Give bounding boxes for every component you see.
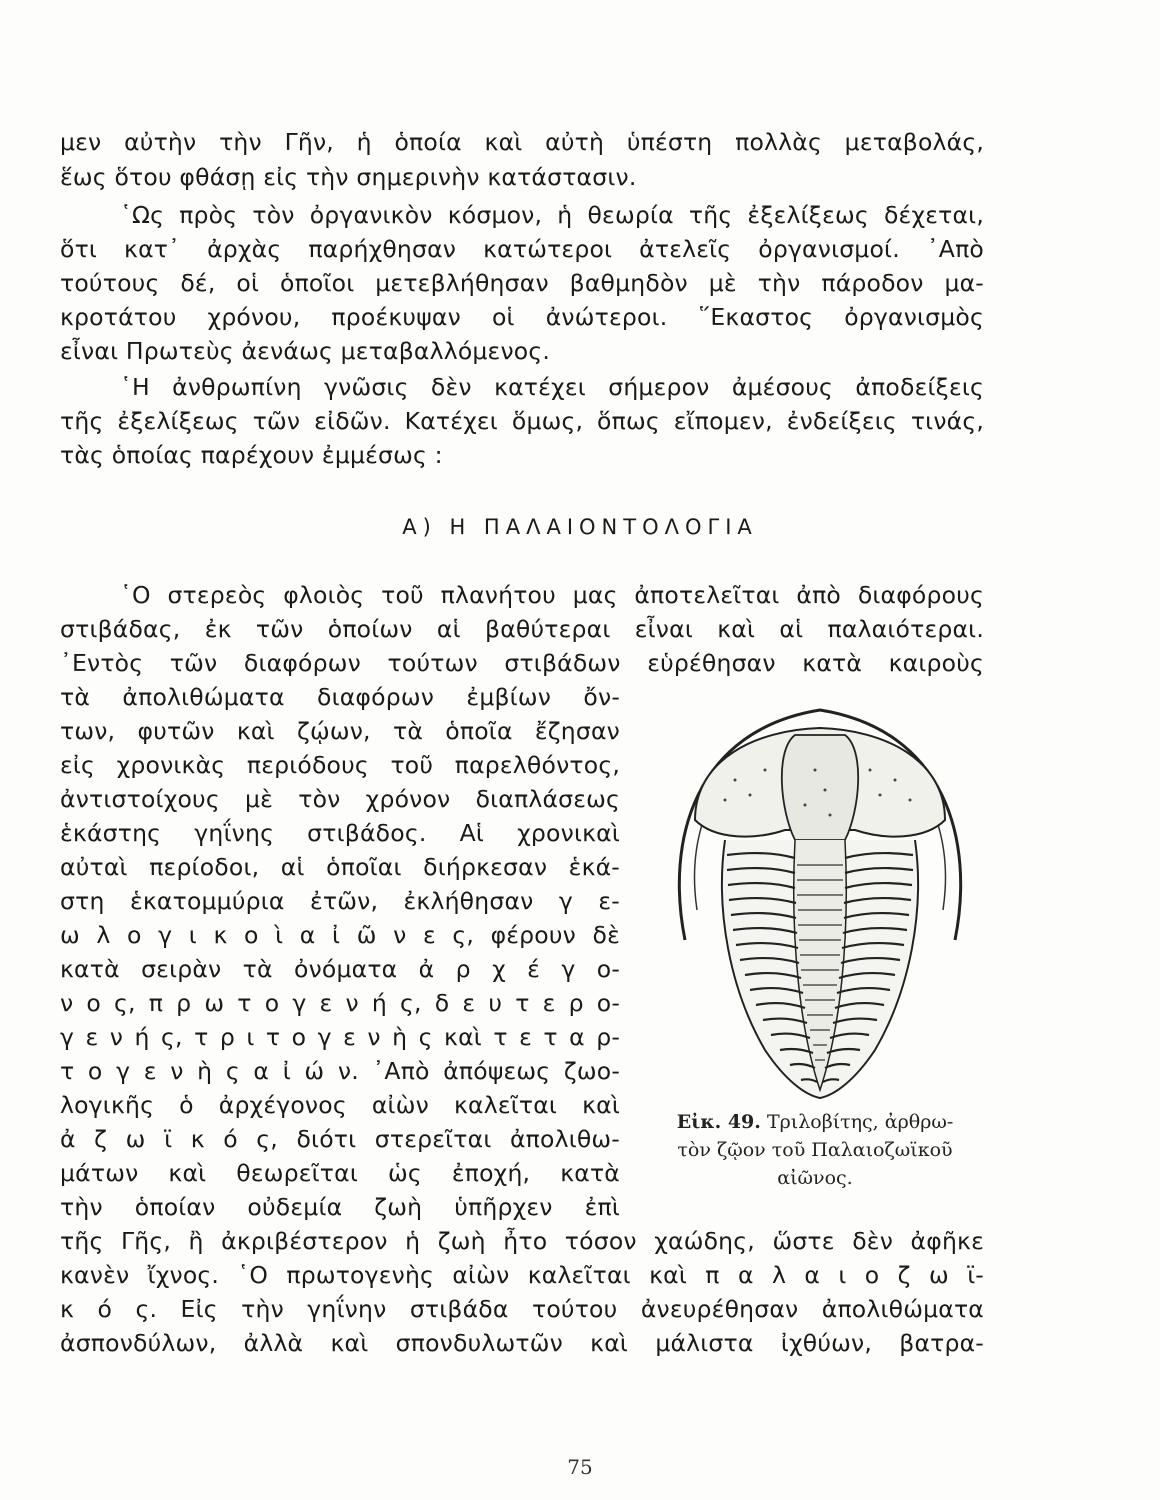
text-line: κανὲν ἴχνος. ῾Ο πρωτογενὴς αἰὼν καλεῖται καὶ π α λ α ι ο ζ ω ϊ- xyxy=(60,1261,984,1289)
text-line: μάτων καὶ θεωρεῖται ὡς ἐποχή, κατὰ xyxy=(60,1159,620,1187)
text-line: στιβάδας, ἐκ τῶν ὁποίων αἱ βαθύτεραι εἶναι καὶ αἱ παλαιότεραι. xyxy=(60,615,984,643)
text-line: ἑκάστης γηΐνης στιβάδος. Αἱ χρονικαὶ xyxy=(60,819,620,847)
text-line: στη ἑκατομμύρια ἐτῶν, ἐκλήθησαν γ ε- xyxy=(60,887,620,915)
text-line: μεν αὐτὴν τὴν Γῆν, ἡ ὁποία καὶ αὐτὴ ὑπέστη πολλὰς μεταβολάς, xyxy=(60,128,984,156)
text-line: των, φυτῶν καὶ ζῴων, τὰ ὁποῖα ἔζησαν xyxy=(60,717,620,745)
text-line: ν ο ς, π ρ ω τ ο γ ε ν ή ς, δ ε υ τ ε ρ ο- xyxy=(60,989,620,1017)
text-line: εἰς χρονικὰς περιόδους τοῦ παρελθόντος, xyxy=(60,751,620,779)
text-line: τὰς ὁποίας παρέχουν ἐμμέσως : xyxy=(60,441,443,469)
text-line: ῾Ως πρὸς τὸν ὀργανικὸν κόσμον, ἡ θεωρία τῆς ἐξελίξεως δέχεται, xyxy=(120,201,984,229)
text-line: τὰ ἀπολιθώματα διαφόρων ἐμβίων ὄν- xyxy=(60,683,620,711)
text-line: ᾿Εντὸς τῶν διαφόρων τούτων στιβάδων εὑρέθησαν κατὰ καιροὺς xyxy=(60,649,984,677)
text-line: ἀ ζ ω ϊ κ ό ς, διότι στερεῖται ἀπολιθω- xyxy=(60,1125,620,1153)
text-line: ῾Ο στερεὸς φλοιὸς τοῦ πλανήτου μας ἀποτελεῖται ἀπὸ διαφόρους xyxy=(120,581,984,609)
text-line: ὅτι κατ᾽ ἀρχὰς παρήχθησαν κατώτεροι ἀτελεῖς ὀργανισμοί. ᾿Απὸ xyxy=(60,235,984,263)
text-line: κ ό ς. Εἰς τὴν γηΐνην στιβάδα τούτου ἀνευρέθησαν ἀπολιθώματα xyxy=(60,1295,984,1323)
text-line: αὐταὶ περίοδοι, αἱ ὁποῖαι διήρκεσαν ἑκά- xyxy=(60,853,620,881)
text-line: κατὰ σειρὰν τὰ ὀνόματα ἀ ρ χ έ γ ο- xyxy=(60,955,620,983)
text-line: ἀντιστοίχους μὲ τὸν χρόνον διαπλάσεως xyxy=(60,785,620,813)
text-line: ἀσπονδύλων, ἀλλὰ καὶ σπονδυλωτῶν καὶ μάλιστα ἰχθύων, βατρα- xyxy=(60,1329,984,1357)
caption-text: τὸν ζῷον τοῦ Παλαιοζωϊκοῦ xyxy=(677,1139,953,1161)
caption-text: Τριλοβίτης, ἀρθρω- xyxy=(766,1111,954,1133)
page-number: 75 xyxy=(567,1455,593,1479)
text-line: τῆς Γῆς, ἢ ἀκριβέστερον ἡ ζωὴ ἦτο τόσον χαώδης, ὥστε δὲν ἀφῆκε xyxy=(60,1227,984,1255)
section-heading: Α) Η ΠΑΛΑΙΟΝΤΟΛΟΓΙΑ xyxy=(402,515,758,539)
text-line: τούτους δέ, οἱ ὁποῖοι μετεβλήθησαν βαθμηδὸν μὲ τὴν πάροδον μα- xyxy=(60,269,984,297)
text-line: κροτάτου χρόνου, προέκυψαν οἱ ἀνώτεροι. ῞Εκαστος ὀργανισμὸς xyxy=(60,303,984,331)
text-line: γ ε ν ή ς, τ ρ ι τ ο γ ε ν ὴ ς καὶ τ ε τ α ρ- xyxy=(60,1023,620,1051)
text-line: ω λ ο γ ι κ ο ὶ α ἰ ῶ ν ε ς, φέρουν δὲ xyxy=(60,921,620,949)
text-line: λογικῆς ὁ ἀρχέγονος αἰὼν καλεῖται καὶ xyxy=(60,1091,620,1119)
text-line: τὴν ὁποίαν οὐδεμία ζωὴ ὑπῆρχεν ἐπὶ xyxy=(60,1193,620,1221)
caption-text: αἰῶνος. xyxy=(777,1167,853,1189)
text-line: τῆς ἐξελίξεως τῶν εἰδῶν. Κατέχει ὅμως, ὅπως εἴπομεν, ἐνδείξεις τινάς, xyxy=(60,407,984,435)
text-line: εἶναι Πρωτεὺς ἀενάως μεταβαλλόμενος. xyxy=(60,337,551,365)
text-line: ἕως ὅτου φθάσῃ εἰς τὴν σημερινὴν κατάστασιν. xyxy=(60,163,637,191)
trilobite-illustration xyxy=(655,690,985,1110)
text-line: ῾Η ἀνθρωπίνη γνῶσις δὲν κατέχει σήμερον ἀμέσους ἀποδείξεις xyxy=(120,373,984,401)
caption-label: Εἰκ. 49. xyxy=(676,1111,761,1133)
text-line: τ ο γ ε ν ὴ ς α ἰ ώ ν. ᾿Απὸ ἀπόψεως ζωο- xyxy=(60,1057,620,1085)
figure-caption xyxy=(645,1108,985,1192)
